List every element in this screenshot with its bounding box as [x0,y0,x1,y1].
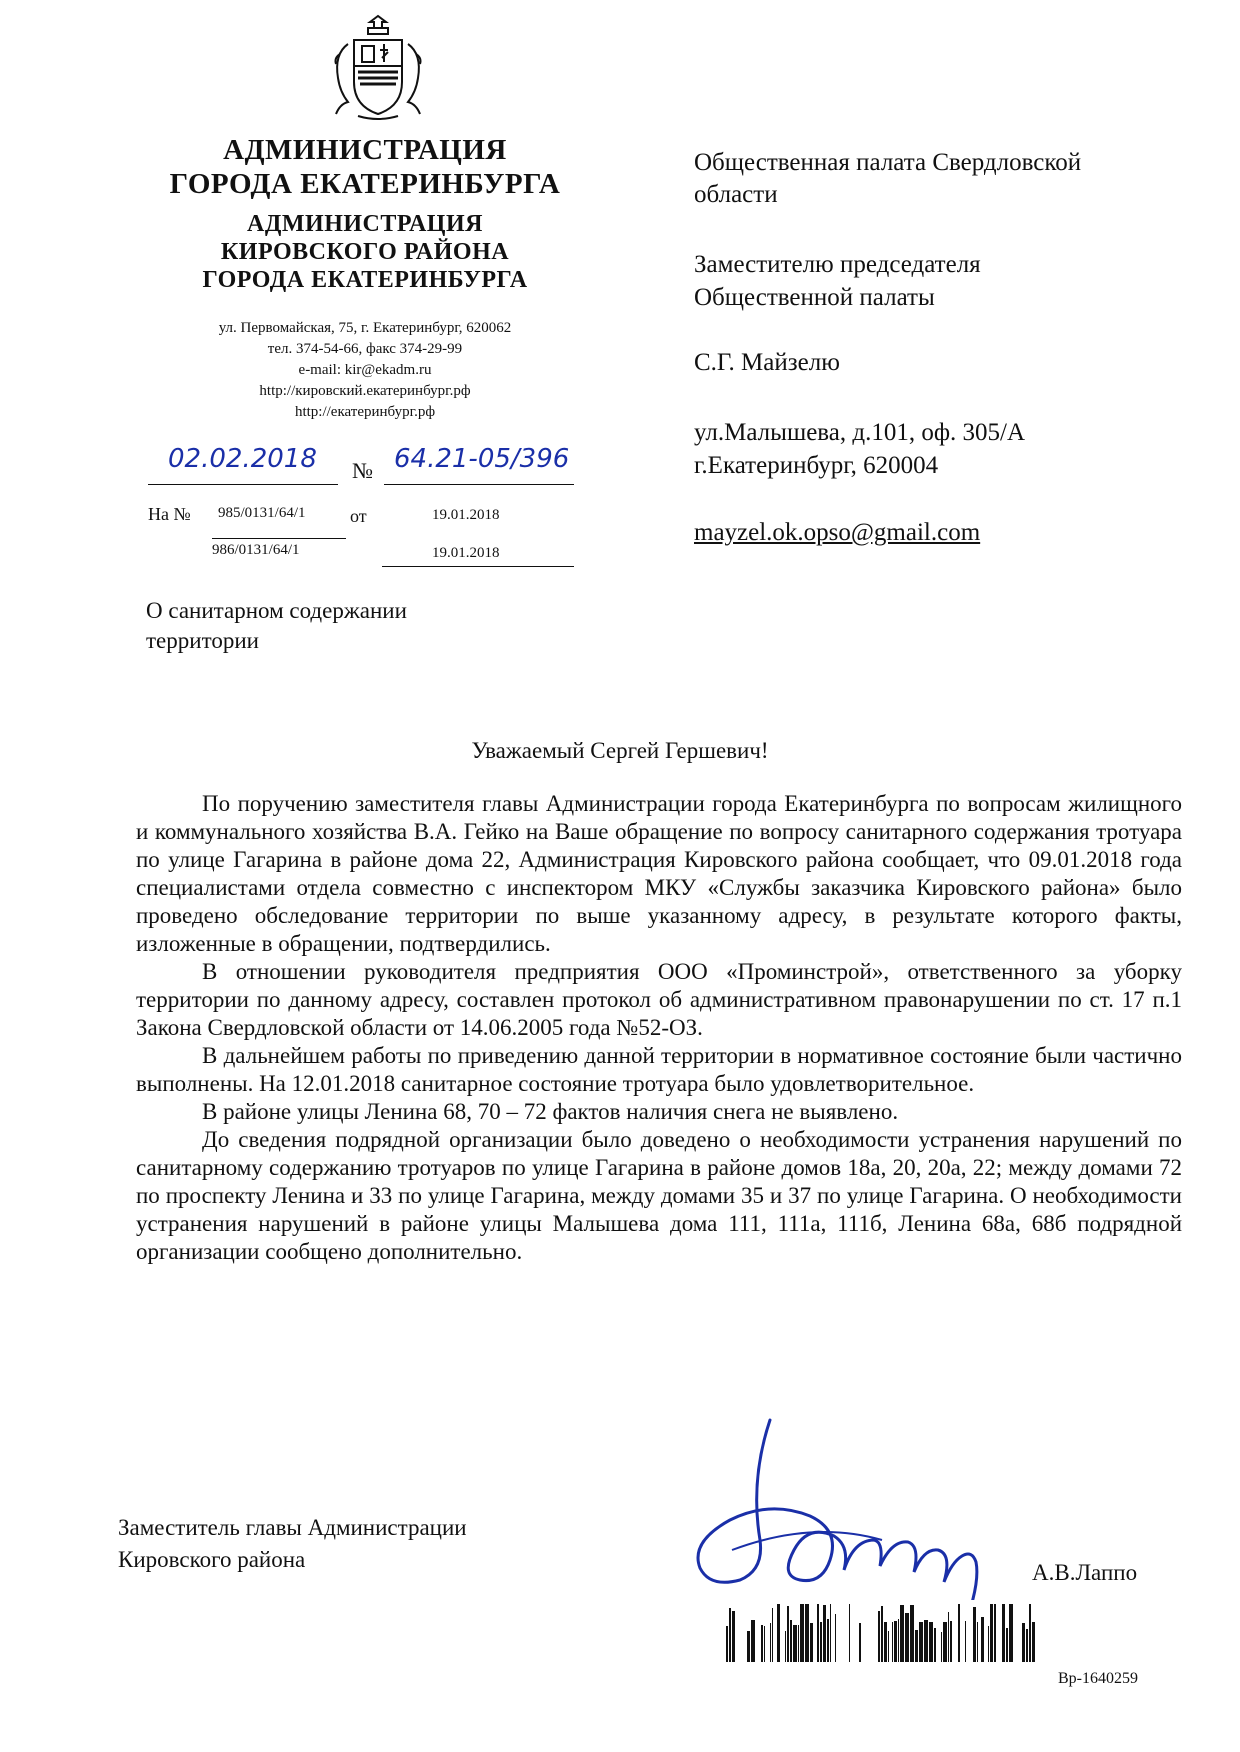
ref2-number: 986/0131/64/1 [212,542,300,558]
recipient-line4: Общественной палаты [694,284,935,311]
sender-address: ул. Первомайская, 75, г. Екатеринбург, 620062 [218,320,512,336]
sender-site-2: http://екатеринбург.рф [294,404,436,420]
org-title-line1: АДМИНИСТРАЦИЯ [223,134,507,166]
dept-title-line1: АДМИНИСТРАЦИЯ [247,211,483,237]
signer-title [118,1512,618,1576]
signature-icon [672,1400,1042,1600]
salutation: Уважаемый Сергей Гершевич! [471,738,769,763]
body-paragraph: В районе улицы Ленина 68, 70 – 72 фактов наличия снега не выявлено. [202,1099,899,1124]
ref-divider [212,538,346,539]
recipient-email[interactable]: mayzel.ok.opso@gmail.com [694,519,981,546]
ref-label: На № [148,504,191,524]
subject [146,596,546,656]
signer-title-line2: Кировского района [118,1547,306,1572]
org-title-line2: ГОРОДА ЕКАТЕРИНБУРГА [169,168,561,200]
outgoing-date: 02.02.2018 [168,444,317,474]
ref1-date: 19.01.2018 [432,507,500,523]
dept-title-line3: ГОРОДА ЕКАТЕРИНБУРГА [202,267,528,293]
recipient-line1: Общественная палата Свердловской [694,149,1082,176]
date-field [148,440,338,485]
dept-title-line2: КИРОВСКОГО РАЙОНА [220,239,510,265]
coat-of-arms-icon [318,14,438,124]
subject-line2: территории [146,628,259,653]
letter-body [136,790,1182,1266]
body-paragraph: В отношении руководителя предприятия ООО «Проминстрой», ответственного за уборку территории по данному адресу, составлен протокол об административном правонарушении по ст. 17 п.1 Закона Свердловской области от 14.06.2005 года №52-ОЗ. [136,959,1182,1040]
sender-site-1: http://кировский.екатеринбург.рф [259,383,471,399]
ref-date-underline [382,566,574,567]
recipient-name: С.Г. Майзелю [694,349,840,376]
ref1-number: 985/0131/64/1 [218,505,306,521]
recipient-street: ул.Малышева, д.101, оф. 305/А [694,419,1026,446]
recipient-city: г.Екатеринбург, 620004 [694,452,939,479]
outgoing-number: 64.21-05/396 [394,444,570,474]
body-paragraph: По поручению заместителя главы Администрации города Екатеринбурга по вопросам жилищного и коммунального хозяйства В.А. Гейко на Ваше обращение по вопросу санитарного содержания тротуара по улице Гагарина в районе дома 22, Администрация Кировского района сообщает, что 09.01.2018 года специалистами отдела совместно с инспектором МКУ «Службы заказчика Кировского района» было проведено обследование территории по выше указанному адресу, в результате которого факты, изложенные в обращении, подтвердились. [136,791,1182,956]
ref-from-label: от [350,506,367,526]
body-paragraph: До сведения подрядной организации было доведено о необходимости устранения нарушений по санитарному содержанию тротуаров по улице Гагарина в районе домов 18а, 20, 20а, 22; между домами 72 по проспекту Ленина и 33 по улице Гагарина, между домами 35 и 37 по улице Гагарина. О необходимости устранения нарушений в районе улицы Малышева дома 111, 111а, 111б, Ленина 68а, 68б подрядной организации сообщено дополнительно. [136,1127,1182,1264]
barcode-icon [726,1604,1042,1662]
signer-name: А.В.Лаппо [1032,1560,1138,1585]
subject-line1: О санитарном содержании [146,598,407,623]
recipient-line2: области [694,181,778,208]
body-paragraph: В дальнейшем работы по приведению данной территории в нормативное состояние были частично выполнены. На 12.01.2018 санитарное состояние тротуара было удовлетворительное. [136,1043,1182,1096]
recipient-line3: Заместителю председателя [694,251,981,278]
number-label: № [352,458,373,483]
number-field [384,440,574,485]
sender-email: e-mail: kir@ekadm.ru [298,362,432,378]
document-id: Вр-1640259 [1058,1670,1138,1687]
signer-title-line1: Заместитель главы Администрации [118,1515,467,1540]
sender-phones: тел. 374-54-66, факс 374-29-99 [267,341,463,357]
ref2-date: 19.01.2018 [432,545,500,561]
